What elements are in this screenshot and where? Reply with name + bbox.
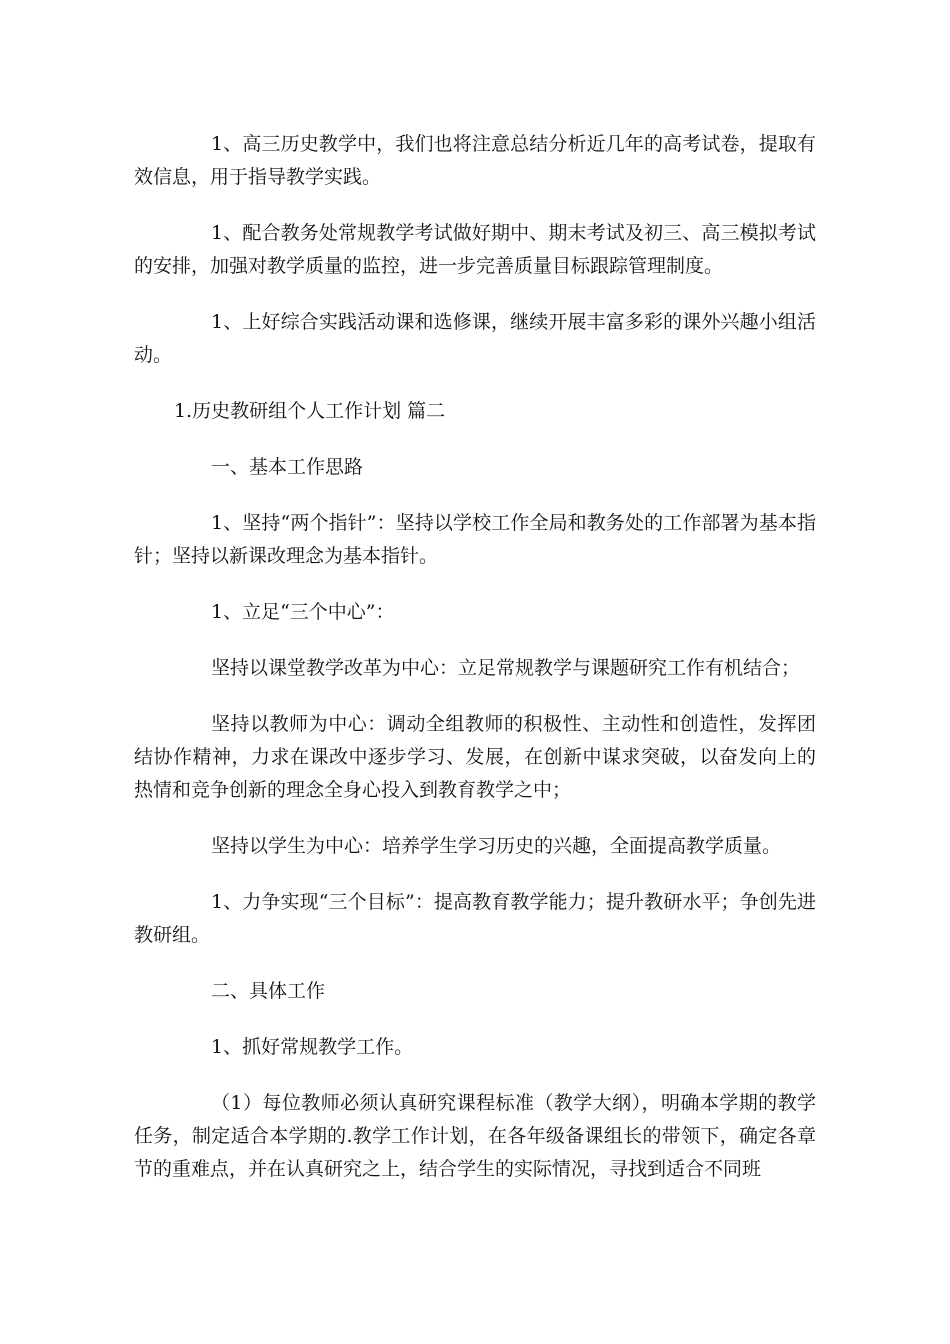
paragraph-classroom-center: 坚持以课堂教学改革为中心：立足常规教学与课题研究工作有机结合； [211, 657, 801, 679]
paragraph-elective-courses: 1、上好综合实践活动课和选修课，继续开展丰富多彩的课外兴趣小组活动。 [134, 311, 816, 366]
paragraph-three-goals: 1、力争实现“三个目标”：提高教育教学能力；提升教研水平；争创先进教研组。 [134, 891, 816, 946]
section-title: 1.历史教研组个人工作计划 篇二 [174, 400, 446, 422]
paragraph-teacher-center: 坚持以教师为中心：调动全组教师的积极性、主动性和创造性，发挥团结协作精神，力求在课改中逐步学习、发展，在创新中谋求突破，以奋发向上的热情和竞争创新的理念全身心投入到教育教学之中； [134, 713, 816, 801]
paragraph-two-guidelines: 1、坚持“两个指针”：坚持以学校工作全局和教务处的工作部署为基本指针；坚持以新课改理念为基本指针。 [134, 512, 816, 567]
document-body [134, 128, 816, 1209]
paragraph-three-centers: 1、立足“三个中心”： [211, 601, 395, 623]
subheading-basic-ideas: 一、基本工作思路 [211, 456, 364, 478]
paragraph-routine-teaching: 1、抓好常规教学工作。 [211, 1036, 414, 1058]
paragraph-curriculum-study: （1）每位教师必须认真研究课程标准（教学大纲），明确本学期的教学任务，制定适合本学期的.教学工作计划，在各年级备课组长的带领下，确定各章节的重难点，并在认真研究之上，结合学生的实际情况，寻找到适合不同班 [134, 1092, 816, 1180]
paragraph-exam-arrangement: 1、配合教务处常规教学考试做好期中、期末考试及初三、高三模拟考试的安排，加强对教学质量的监控，进一步完善质量目标跟踪管理制度。 [134, 222, 816, 277]
paragraph-exam-analysis: 1、高三历史教学中，我们也将注意总结分析近几年的高考试卷，提取有效信息，用于指导教学实践。 [134, 133, 816, 188]
paragraph-student-center: 坚持以学生为中心：培养学生学习历史的兴趣，全面提高教学质量。 [211, 835, 782, 857]
subheading-specific-work: 二、具体工作 [211, 980, 326, 1002]
